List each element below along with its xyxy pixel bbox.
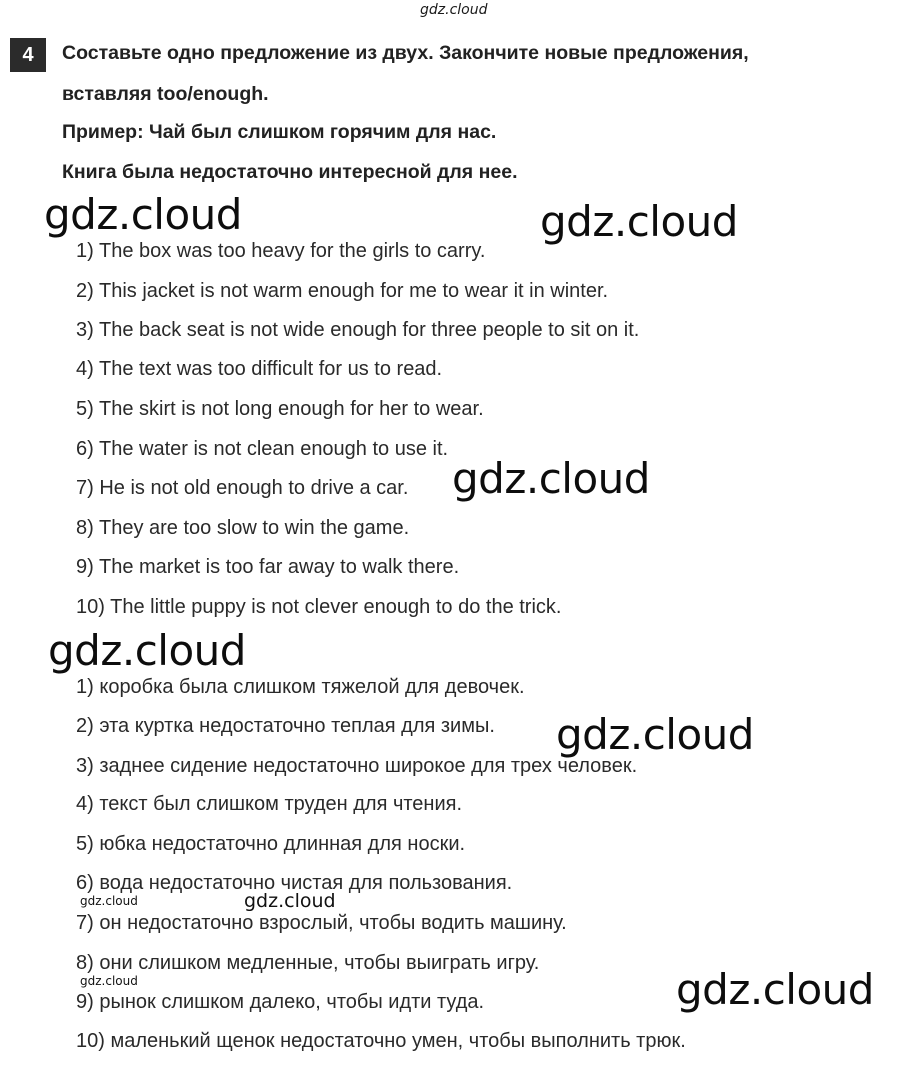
russian-answer-item: 8) они слишком медленные, чтобы выиграть игру.: [76, 952, 540, 974]
watermark: gdz.cloud: [44, 190, 242, 239]
watermark-small: gdz.cloud: [80, 894, 138, 908]
task-example-line-2: Книга была недостаточно интересной для нее.: [62, 161, 518, 183]
russian-answer-item: 4) текст был слишком труден для чтения.: [76, 793, 463, 815]
task-example-line-1: Пример: Чай был слишком горячим для нас.: [62, 121, 497, 143]
russian-answer-item: 6) вода недостаточно чистая для пользования.: [76, 872, 513, 894]
watermark: gdz.cloud: [676, 965, 874, 1014]
russian-answer-item: 9) рынок слишком далеко, чтобы идти туда.: [76, 991, 485, 1013]
english-answer-item: 8) They are too slow to win the game.: [76, 517, 410, 539]
russian-answer-item: 10) маленький щенок недостаточно умен, чтобы выполнить трюк.: [76, 1030, 686, 1052]
english-answer-item: 1) The box was too heavy for the girls to carry.: [76, 240, 486, 262]
watermark: gdz.cloud: [540, 197, 738, 246]
watermark: gdz.cloud: [452, 454, 650, 503]
english-answer-item: 2) This jacket is not warm enough for me to wear it in winter.: [76, 280, 609, 302]
task-number-badge: 4: [10, 38, 46, 72]
watermark-top: gdz.cloud: [420, 2, 488, 18]
english-answer-item: 9) The market is too far away to walk there.: [76, 556, 460, 578]
english-answer-item: 10) The little puppy is not clever enough to do the trick.: [76, 596, 562, 618]
russian-answer-item: 7) он недостаточно взрослый, чтобы водить машину.: [76, 912, 567, 934]
russian-answer-item: 2) эта куртка недостаточно теплая для зимы.: [76, 715, 495, 737]
english-answer-item: 3) The back seat is not wide enough for three people to sit on it.: [76, 319, 640, 341]
russian-answer-item: 1) коробка была слишком тяжелой для девочек.: [76, 676, 525, 698]
watermark-medium: gdz.cloud: [244, 890, 336, 912]
task-instruction-line-2: вставляя too/enough.: [62, 83, 269, 105]
watermark-small: gdz.cloud: [80, 974, 138, 988]
watermark: gdz.cloud: [48, 626, 246, 675]
task-instruction-line-1: Составьте одно предложение из двух. Закончите новые предложения,: [62, 42, 749, 64]
russian-answer-item: 5) юбка недостаточно длинная для носки.: [76, 833, 466, 855]
russian-answer-item: 3) заднее сидение недостаточно широкое для трех человек.: [76, 755, 638, 777]
english-answer-item: 5) The skirt is not long enough for her to wear.: [76, 398, 484, 420]
english-answer-item: 7) He is not old enough to drive a car.: [76, 477, 409, 499]
english-answer-item: 6) The water is not clean enough to use it.: [76, 438, 449, 460]
watermark: gdz.cloud: [556, 710, 754, 759]
english-answer-item: 4) The text was too difficult for us to read.: [76, 358, 443, 380]
